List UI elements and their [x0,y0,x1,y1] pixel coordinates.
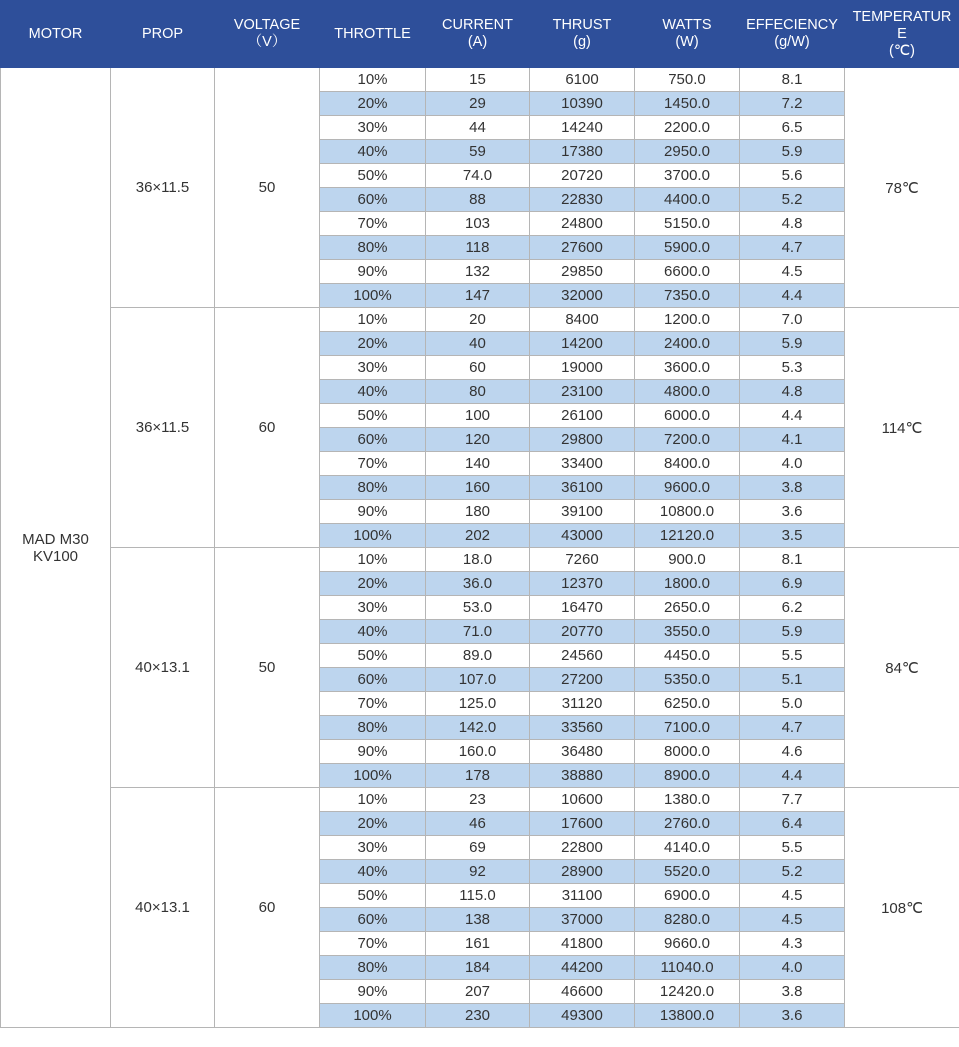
watts-cell: 900.0 [635,548,740,572]
header-voltage: VOLTAGE （V） [215,1,320,68]
thrust-cell: 27200 [530,668,635,692]
thrust-cell: 43000 [530,524,635,548]
throttle-cell: 100% [320,1004,426,1028]
current-cell: 88 [426,188,530,212]
current-cell: 132 [426,260,530,284]
current-cell: 71.0 [426,620,530,644]
efficiency-cell: 3.8 [740,980,845,1004]
current-cell: 80 [426,380,530,404]
thrust-cell: 19000 [530,356,635,380]
header-watts: WATTS (W) [635,1,740,68]
thrust-cell: 28900 [530,860,635,884]
watts-cell: 5900.0 [635,236,740,260]
thrust-cell: 33560 [530,716,635,740]
throttle-cell: 70% [320,692,426,716]
temperature-cell: 108℃ [845,788,959,1028]
throttle-cell: 50% [320,164,426,188]
current-cell: 69 [426,836,530,860]
thrust-cell: 41800 [530,932,635,956]
efficiency-cell: 4.8 [740,212,845,236]
table-row [1,308,959,332]
thrust-cell: 16470 [530,596,635,620]
throttle-cell: 10% [320,548,426,572]
watts-cell: 13800.0 [635,1004,740,1028]
header-throttle: THROTTLE [320,1,426,68]
throttle-cell: 70% [320,932,426,956]
watts-cell: 9660.0 [635,932,740,956]
thrust-cell: 27600 [530,236,635,260]
thrust-cell: 20720 [530,164,635,188]
watts-cell: 11040.0 [635,956,740,980]
watts-cell: 3600.0 [635,356,740,380]
throttle-cell: 10% [320,308,426,332]
throttle-cell: 60% [320,908,426,932]
current-cell: 178 [426,764,530,788]
current-cell: 36.0 [426,572,530,596]
temperature-cell: 78℃ [845,68,959,308]
current-cell: 40 [426,332,530,356]
thrust-cell: 46600 [530,980,635,1004]
watts-cell: 4800.0 [635,380,740,404]
efficiency-cell: 6.5 [740,116,845,140]
efficiency-cell: 7.0 [740,308,845,332]
current-cell: 18.0 [426,548,530,572]
header-thrust: THRUST (g) [530,1,635,68]
current-cell: 44 [426,116,530,140]
current-cell: 23 [426,788,530,812]
efficiency-cell: 6.4 [740,812,845,836]
header-current: CURRENT (A) [426,1,530,68]
thrust-cell: 29850 [530,260,635,284]
efficiency-cell: 5.6 [740,164,845,188]
watts-cell: 7350.0 [635,284,740,308]
watts-cell: 2200.0 [635,116,740,140]
efficiency-cell: 5.5 [740,644,845,668]
watts-cell: 8900.0 [635,764,740,788]
efficiency-cell: 5.9 [740,620,845,644]
watts-cell: 12420.0 [635,980,740,1004]
watts-cell: 6900.0 [635,884,740,908]
efficiency-cell: 3.8 [740,476,845,500]
watts-cell: 6600.0 [635,260,740,284]
watts-cell: 750.0 [635,68,740,92]
watts-cell: 6000.0 [635,404,740,428]
current-cell: 125.0 [426,692,530,716]
throttle-cell: 60% [320,428,426,452]
efficiency-cell: 5.2 [740,188,845,212]
watts-cell: 8400.0 [635,452,740,476]
throttle-cell: 60% [320,668,426,692]
watts-cell: 2950.0 [635,140,740,164]
throttle-cell: 80% [320,236,426,260]
thrust-cell: 22800 [530,836,635,860]
efficiency-cell: 8.1 [740,68,845,92]
header-temperature: TEMPERATUR E (℃) [845,1,959,68]
throttle-cell: 90% [320,500,426,524]
efficiency-cell: 5.1 [740,668,845,692]
throttle-cell: 70% [320,452,426,476]
efficiency-cell: 4.0 [740,956,845,980]
current-cell: 202 [426,524,530,548]
watts-cell: 9600.0 [635,476,740,500]
current-cell: 230 [426,1004,530,1028]
motor-kv: KV100 [32,547,79,565]
thrust-cell: 24800 [530,212,635,236]
current-cell: 180 [426,500,530,524]
throttle-cell: 20% [320,92,426,116]
efficiency-cell: 4.4 [740,764,845,788]
watts-cell: 5150.0 [635,212,740,236]
thrust-cell: 39100 [530,500,635,524]
current-cell: 160.0 [426,740,530,764]
table-row [1,68,959,92]
watts-cell: 1800.0 [635,572,740,596]
thrust-cell: 14200 [530,332,635,356]
watts-cell: 4400.0 [635,188,740,212]
throttle-cell: 20% [320,572,426,596]
throttle-cell: 90% [320,740,426,764]
throttle-cell: 60% [320,188,426,212]
thrust-cell: 29800 [530,428,635,452]
throttle-cell: 20% [320,812,426,836]
thrust-cell: 14240 [530,116,635,140]
throttle-cell: 40% [320,140,426,164]
efficiency-cell: 5.5 [740,836,845,860]
throttle-cell: 80% [320,476,426,500]
table-row [1,788,959,812]
efficiency-cell: 5.0 [740,692,845,716]
efficiency-cell: 4.8 [740,380,845,404]
throttle-cell: 80% [320,956,426,980]
throttle-cell: 50% [320,884,426,908]
current-cell: 142.0 [426,716,530,740]
thrust-cell: 22830 [530,188,635,212]
current-cell: 207 [426,980,530,1004]
watts-cell: 7200.0 [635,428,740,452]
thrust-cell: 8400 [530,308,635,332]
thrust-cell: 32000 [530,284,635,308]
efficiency-cell: 5.9 [740,140,845,164]
watts-cell: 8000.0 [635,740,740,764]
efficiency-cell: 4.3 [740,932,845,956]
watts-cell: 4140.0 [635,836,740,860]
current-cell: 118 [426,236,530,260]
efficiency-cell: 7.7 [740,788,845,812]
thrust-cell: 36480 [530,740,635,764]
thrust-cell: 23100 [530,380,635,404]
current-cell: 46 [426,812,530,836]
table-body [1,68,959,1028]
throttle-cell: 10% [320,68,426,92]
efficiency-cell: 8.1 [740,548,845,572]
throttle-cell: 30% [320,596,426,620]
current-cell: 92 [426,860,530,884]
current-cell: 89.0 [426,644,530,668]
current-cell: 115.0 [426,884,530,908]
thrust-cell: 7260 [530,548,635,572]
watts-cell: 8280.0 [635,908,740,932]
throttle-cell: 100% [320,764,426,788]
prop-cell: 36×11.5 [111,68,215,308]
voltage-cell: 60 [215,788,320,1028]
throttle-cell: 50% [320,404,426,428]
current-cell: 29 [426,92,530,116]
watts-cell: 2760.0 [635,812,740,836]
voltage-cell: 50 [215,68,320,308]
throttle-cell: 90% [320,980,426,1004]
thrust-cell: 38880 [530,764,635,788]
current-cell: 15 [426,68,530,92]
thrust-cell: 37000 [530,908,635,932]
throttle-cell: 80% [320,716,426,740]
efficiency-cell: 4.4 [740,284,845,308]
watts-cell: 5350.0 [635,668,740,692]
current-cell: 147 [426,284,530,308]
efficiency-cell: 5.3 [740,356,845,380]
current-cell: 74.0 [426,164,530,188]
watts-cell: 3700.0 [635,164,740,188]
current-cell: 161 [426,932,530,956]
throttle-cell: 20% [320,332,426,356]
header-prop: PROP [111,1,215,68]
thrust-cell: 24560 [530,644,635,668]
watts-cell: 6250.0 [635,692,740,716]
thrust-cell: 17600 [530,812,635,836]
watts-cell: 12120.0 [635,524,740,548]
thrust-cell: 26100 [530,404,635,428]
throttle-cell: 30% [320,836,426,860]
current-cell: 184 [426,956,530,980]
thrust-cell: 17380 [530,140,635,164]
throttle-cell: 10% [320,788,426,812]
current-cell: 53.0 [426,596,530,620]
throttle-cell: 40% [320,860,426,884]
efficiency-cell: 4.1 [740,428,845,452]
efficiency-cell: 4.7 [740,716,845,740]
throttle-cell: 70% [320,212,426,236]
voltage-cell: 60 [215,308,320,548]
efficiency-cell: 4.7 [740,236,845,260]
efficiency-cell: 4.4 [740,404,845,428]
thrust-cell: 36100 [530,476,635,500]
table-row [1,548,959,572]
throttle-cell: 40% [320,620,426,644]
temperature-cell: 84℃ [845,548,959,788]
throttle-cell: 30% [320,356,426,380]
throttle-cell: 50% [320,644,426,668]
throttle-cell: 100% [320,284,426,308]
thrust-cell: 10600 [530,788,635,812]
prop-cell: 40×13.1 [111,788,215,1028]
efficiency-cell: 6.2 [740,596,845,620]
watts-cell: 4450.0 [635,644,740,668]
thrust-cell: 12370 [530,572,635,596]
current-cell: 120 [426,428,530,452]
watts-cell: 1200.0 [635,308,740,332]
watts-cell: 2400.0 [635,332,740,356]
current-cell: 59 [426,140,530,164]
throttle-cell: 90% [320,260,426,284]
current-cell: 140 [426,452,530,476]
efficiency-cell: 4.6 [740,740,845,764]
thrust-cell: 44200 [530,956,635,980]
watts-cell: 2650.0 [635,596,740,620]
watts-cell: 1380.0 [635,788,740,812]
efficiency-cell: 5.9 [740,332,845,356]
thrust-cell: 31100 [530,884,635,908]
efficiency-cell: 4.5 [740,260,845,284]
throttle-cell: 40% [320,380,426,404]
watts-cell: 10800.0 [635,500,740,524]
thrust-cell: 10390 [530,92,635,116]
current-cell: 103 [426,212,530,236]
current-cell: 107.0 [426,668,530,692]
efficiency-cell: 3.5 [740,524,845,548]
table-header [1,1,959,68]
thrust-cell: 6100 [530,68,635,92]
efficiency-cell: 6.9 [740,572,845,596]
prop-cell: 40×13.1 [111,548,215,788]
thrust-cell: 31120 [530,692,635,716]
watts-cell: 3550.0 [635,620,740,644]
thrust-cell: 20770 [530,620,635,644]
current-cell: 160 [426,476,530,500]
throttle-cell: 100% [320,524,426,548]
header-motor: MOTOR [1,1,111,68]
efficiency-cell: 4.5 [740,908,845,932]
efficiency-cell: 7.2 [740,92,845,116]
efficiency-cell: 3.6 [740,500,845,524]
current-cell: 100 [426,404,530,428]
motor-cell [1,68,111,1028]
voltage-cell: 50 [215,548,320,788]
watts-cell: 1450.0 [635,92,740,116]
thrust-cell: 33400 [530,452,635,476]
current-cell: 20 [426,308,530,332]
thrust-cell: 49300 [530,1004,635,1028]
throttle-cell: 30% [320,116,426,140]
efficiency-cell: 4.5 [740,884,845,908]
prop-cell: 36×11.5 [111,308,215,548]
header-efficiency: EFFECIENCY (g/W) [740,1,845,68]
watts-cell: 5520.0 [635,860,740,884]
motor-name: MAD M30 [22,530,89,548]
temperature-cell: 114℃ [845,308,959,548]
efficiency-cell: 4.0 [740,452,845,476]
efficiency-cell: 5.2 [740,860,845,884]
current-cell: 60 [426,356,530,380]
watts-cell: 7100.0 [635,716,740,740]
current-cell: 138 [426,908,530,932]
efficiency-cell: 3.6 [740,1004,845,1028]
